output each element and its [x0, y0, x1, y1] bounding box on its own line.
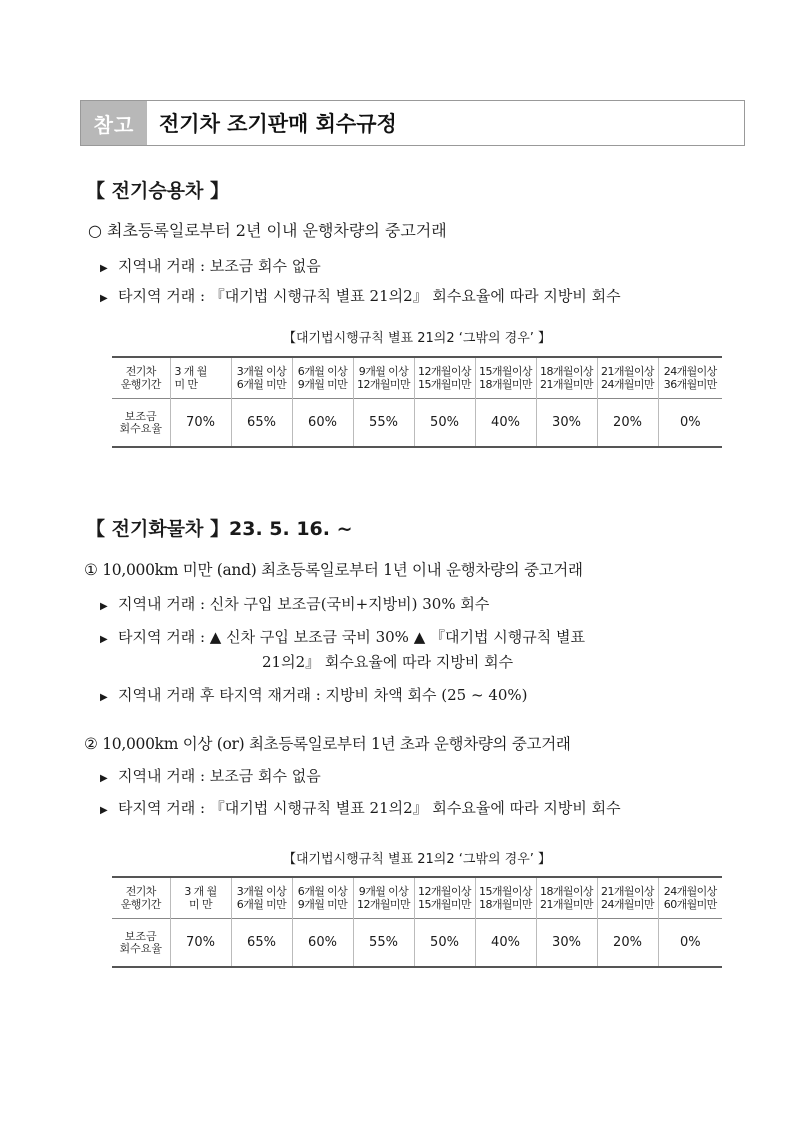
period-row [112, 357, 722, 399]
bullet-triangle-icon: ▶ [100, 293, 108, 304]
passenger-table-caption: 【대기법시행규칙 별표 21의2 ‘그밖의 경우’ 】 [282, 331, 552, 346]
truck-case1-bullet-2: ▶ 타지역 거래 : ▲ 신차 구입 보조금 국비 30% ▲ 『대기법 시행규칙 별표 [100, 628, 585, 646]
rate-cell: 50% [414, 919, 475, 968]
period-cell: 12개월이상 15개월미만 [414, 357, 475, 399]
truck-rate-table [112, 876, 722, 968]
passenger-bullet-2: ▶ 타지역 거래 : 『대기법 시행규칙 별표 21의2』 회수요율에 따라 지방비 회수 [100, 287, 621, 305]
truck-case1-bullet-1: ▶ 지역내 거래 : 신차 구입 보조금(국비+지방비) 30% 회수 [100, 595, 490, 613]
truck-case2-bullet-2: ▶ 타지역 거래 : 『대기법 시행규칙 별표 21의2』 회수요율에 따라 지방비 회수 [100, 799, 621, 817]
passenger-bullet-1: ▶ 지역내 거래 : 보조금 회수 없음 [100, 257, 321, 275]
period-row [112, 877, 722, 919]
period-cell: 15개월이상 18개월미만 [475, 877, 536, 919]
truck-case1-condition: ① 10,000km 미만 (and) 최초등록일로부터 1년 이내 운행차량의 중고거래 [84, 561, 583, 579]
bullet-triangle-icon: ▶ [100, 634, 108, 645]
rate-cell: 55% [353, 919, 414, 968]
rate-cell: 40% [475, 919, 536, 968]
rate-cell: 20% [597, 399, 658, 448]
header-tag: 참고 [81, 101, 147, 145]
rate-cell: 60% [292, 399, 353, 448]
rate-cell: 65% [231, 399, 292, 448]
bullet-triangle-icon: ▶ [100, 263, 108, 274]
row-label-rate: 보조금 회수요율 [112, 919, 170, 968]
rate-cell: 55% [353, 399, 414, 448]
bullet-triangle-icon: ▶ [100, 773, 108, 784]
passenger-condition: ○ 최초등록일로부터 2년 이내 운행차량의 중고거래 [88, 221, 447, 240]
period-cell: 18개월이상 21개월미만 [536, 357, 597, 399]
period-cell: 24개월이상 36개월미만 [658, 357, 722, 399]
rate-row [112, 399, 722, 448]
truck-table-caption: 【대기법시행규칙 별표 21의2 ‘그밖의 경우’ 】 [282, 852, 552, 867]
period-cell: 3 개 월 미 만 [170, 877, 231, 919]
period-cell: 6개월 이상 9개월 미만 [292, 357, 353, 399]
period-cell: 3 개 월 미 만 [170, 357, 231, 399]
page-header [80, 100, 745, 146]
row-label-period: 전기차 운행기간 [120, 365, 161, 391]
page-title: 전기차 조기판매 회수규정 [159, 112, 397, 136]
period-cell: 12개월이상 15개월미만 [414, 877, 475, 919]
period-cell: 15개월이상 18개월미만 [475, 357, 536, 399]
passenger-rate-table [112, 356, 722, 448]
rate-cell: 70% [170, 919, 231, 968]
truck-case1-bullet-3: ▶ 지역내 거래 후 타지역 재거래 : 지방비 차액 회수 (25 ~ 40%) [100, 686, 528, 704]
truck-case1-bullet-2-continued: 21의2』 회수요율에 따라 지방비 회수 [262, 653, 514, 671]
rate-cell: 20% [597, 919, 658, 968]
period-cell: 18개월이상 21개월미만 [536, 877, 597, 919]
rate-cell: 30% [536, 919, 597, 968]
truck-section-title: 【 전기화물차 】23. 5. 16. ~ [86, 518, 353, 540]
truck-case2-bullet-1: ▶ 지역내 거래 : 보조금 회수 없음 [100, 767, 321, 785]
period-cell: 9개월 이상 12개월미만 [353, 877, 414, 919]
period-cell: 24개월이상 60개월미만 [658, 877, 722, 919]
row-label-period: 전기차 운행기간 [120, 885, 161, 911]
bullet-triangle-icon: ▶ [100, 601, 108, 612]
period-cell: 9개월 이상 12개월미만 [353, 357, 414, 399]
rate-cell: 0% [658, 919, 722, 968]
row-label-rate: 보조금 회수요율 [112, 399, 170, 448]
rate-cell: 40% [475, 399, 536, 448]
rate-cell: 30% [536, 399, 597, 448]
rate-cell: 65% [231, 919, 292, 968]
truck-case2-condition: ② 10,000km 이상 (or) 최초등록일로부터 1년 초과 운행차량의 중고거래 [84, 735, 571, 753]
rate-row [112, 919, 722, 968]
period-cell: 21개월이상 24개월미만 [597, 357, 658, 399]
rate-cell: 0% [658, 399, 722, 448]
bullet-triangle-icon: ▶ [100, 805, 108, 816]
rate-cell: 50% [414, 399, 475, 448]
period-cell: 6개월 이상 9개월 미만 [292, 877, 353, 919]
bullet-triangle-icon: ▶ [100, 692, 108, 703]
rate-cell: 60% [292, 919, 353, 968]
period-cell: 3개월 이상 6개월 미만 [231, 877, 292, 919]
period-cell: 3개월 이상 6개월 미만 [231, 357, 292, 399]
rate-cell: 70% [170, 399, 231, 448]
passenger-section-title: 【 전기승용차 】 [86, 180, 229, 202]
period-cell: 21개월이상 24개월미만 [597, 877, 658, 919]
